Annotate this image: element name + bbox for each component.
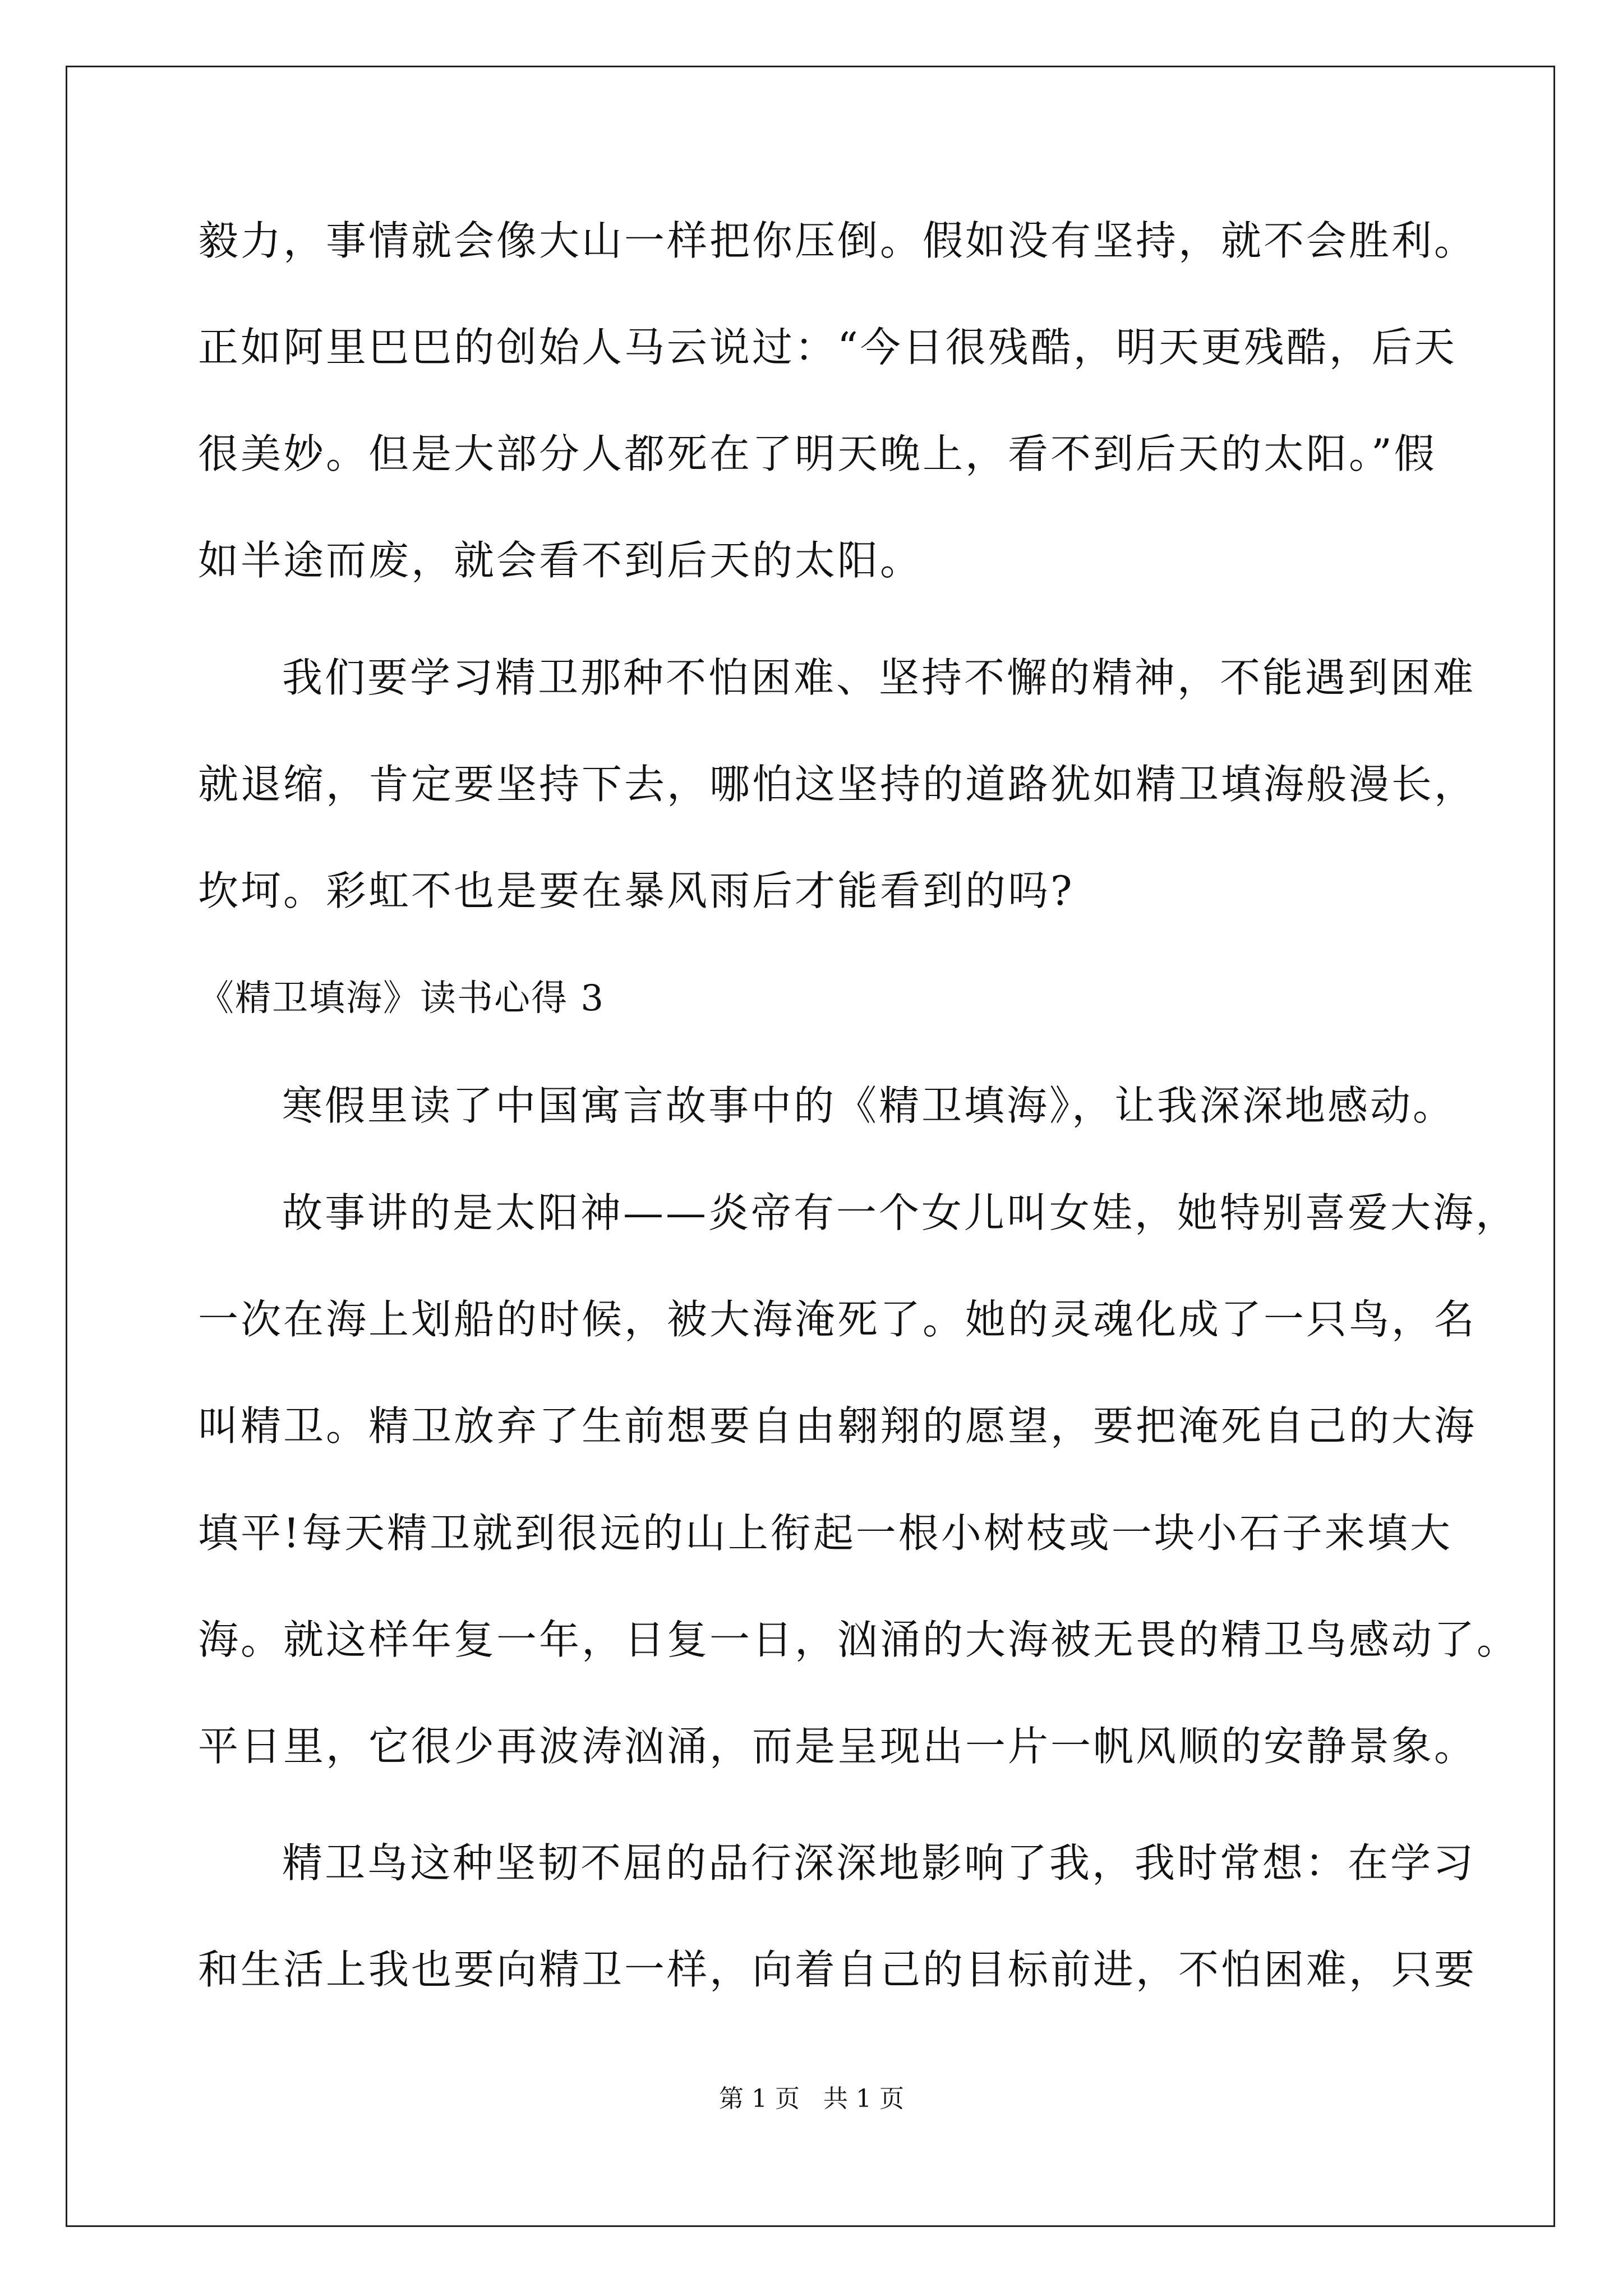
paragraph-line: 叫精卫。精卫放弃了生前想要自由翱翔的愿望，要把淹死自己的大海 bbox=[198, 1402, 1477, 1450]
paragraph-line: 就退缩，肯定要坚持下去，哪怕这坚持的道路犹如精卫填海般漫长， bbox=[198, 761, 1477, 808]
paragraph-line: 寒假里读了中国寓言故事中的《精卫填海》，让我深深地感动。 bbox=[282, 1082, 1456, 1129]
paragraph-line: 坎坷。彩虹不也是要在暴风雨后才能看到的吗? bbox=[198, 867, 1075, 914]
paragraph-line: 我们要学习精卫那种不怕困难、坚持不懈的精神，不能遇到困难 bbox=[282, 654, 1476, 701]
page-border bbox=[66, 66, 1555, 2227]
paragraph-line: 故事讲的是太阳神——炎帝有一个女儿叫女娃，她特别喜爱大海， bbox=[282, 1189, 1519, 1236]
paragraph-line: 海。就这样年复一年，日复一日，汹涌的大海被无畏的精卫鸟感动了。 bbox=[198, 1616, 1520, 1663]
paragraph-line: 很美妙。但是大部分人都死在了明天晚上，看不到后天的太阳。”假 bbox=[198, 430, 1437, 477]
paragraph-line: 一次在海上划船的时候，被大海淹死了。她的灵魂化成了一只鸟，名 bbox=[198, 1296, 1477, 1343]
paragraph-line: 正如阿里巴巴的创始人马云说过：“今日很残酷，明天更残酷，后天 bbox=[198, 324, 1457, 371]
paragraph-line: 填平!每天精卫就到很远的山上衔起一根小树枝或一块小石子来填大 bbox=[198, 1510, 1453, 1557]
section-heading: 《精卫填海》读书心得 3 bbox=[198, 978, 605, 1019]
paragraph-line: 如半途而废，就会看不到后天的太阳。 bbox=[198, 537, 923, 584]
paragraph-line: 精卫鸟这种坚韧不屈的品行深深地影响了我，我时常想：在学习 bbox=[282, 1839, 1476, 1887]
paragraph-line: 毅力，事情就会像大山一样把你压倒。假如没有坚持，就不会胜利。 bbox=[198, 217, 1477, 264]
page-number-footer: 第 1 页 共 1 页 bbox=[719, 2085, 904, 2113]
paragraph-line: 和生活上我也要向精卫一样，向着自己的目标前进，不怕困难，只要 bbox=[198, 1946, 1477, 1993]
paragraph-line: 平日里，它很少再波涛汹涌，而是呈现出一片一帆风顺的安静景象。 bbox=[198, 1723, 1477, 1770]
